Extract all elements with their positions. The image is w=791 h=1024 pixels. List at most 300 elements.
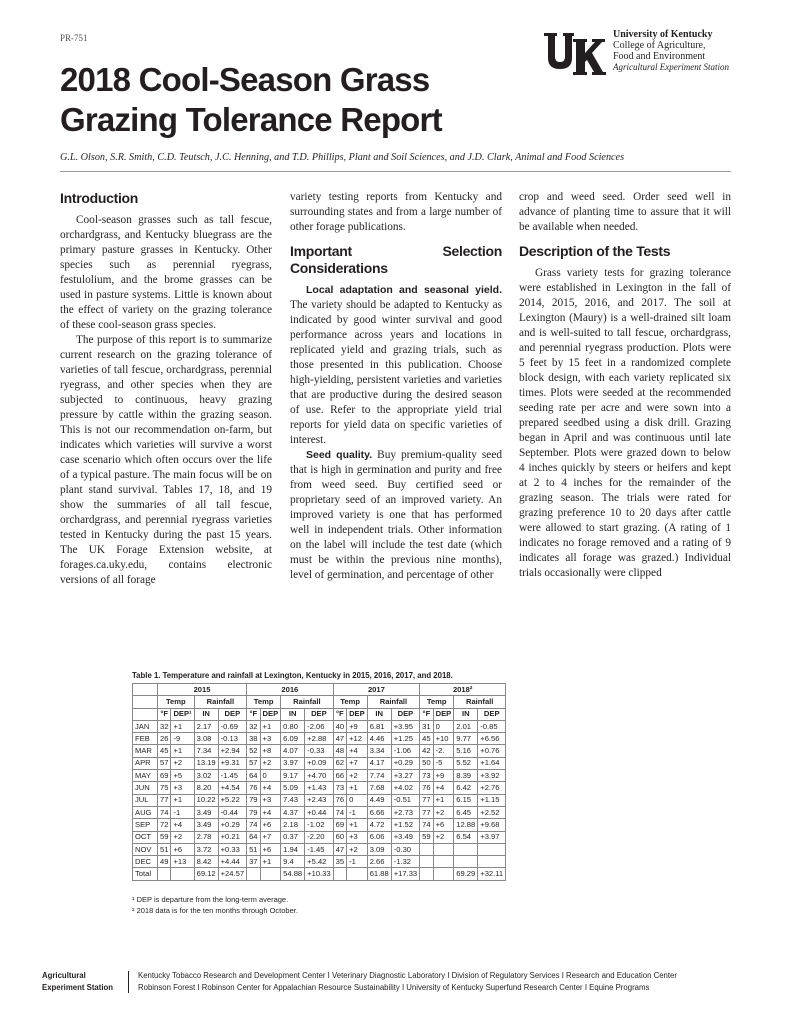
- value-cell: [347, 868, 368, 880]
- column-1: [60, 190, 272, 588]
- value-cell: +3.27: [391, 770, 419, 782]
- value-cell: 3.97: [281, 757, 305, 769]
- table-row: [133, 757, 506, 769]
- page-title: [60, 60, 442, 140]
- value-cell: 31: [420, 720, 433, 732]
- month-cell: SEP: [133, 819, 158, 831]
- value-cell: +4: [260, 782, 281, 794]
- value-cell: 13.19: [194, 757, 218, 769]
- value-cell: [478, 856, 506, 868]
- value-cell: 57: [247, 757, 260, 769]
- value-cell: +3: [260, 733, 281, 745]
- value-cell: 50: [420, 757, 433, 769]
- value-cell: [171, 868, 194, 880]
- value-cell: +6: [433, 819, 454, 831]
- value-cell: 3.09: [367, 843, 391, 855]
- value-cell: +3.97: [478, 831, 506, 843]
- month-cell: Total: [133, 868, 158, 880]
- value-cell: +24.57: [218, 868, 246, 880]
- value-cell: 66: [333, 770, 346, 782]
- value-cell: +0.44: [305, 806, 333, 818]
- value-cell: +1: [433, 794, 454, 806]
- value-cell: -0.51: [391, 794, 419, 806]
- value-cell: 6.42: [454, 782, 478, 794]
- tests-paragraph: Grass variety tests for grazing tolerance were established in Lexington in the fall of 2014, 2015, 2016, and 2017. The soil at Lexington (Maury) is a well-drained silt loam and is well-suited to tall fescue, orchardgrass, and perennial ryegrass production. Plots were 5 feet by 15 feet in a randomized complete block design, with each variety replicated six times. Plots were seeded at the recommended seeding rate per acre and were sown into a prepared seedbed using a disk drill. Grazing began in April and was continuous until late September. Plots were grazed down to below 4 inches quickly by steers or heifers and kept at 2 to 4 inches for the remainder of the grazing season. The trials were rated for grazing preference 10 to 20 days after cattle were allowed to start grazing. (A rating of 1 indicates no forage removed and a rating of 9 indicates all forage was grazed.) Individual trials occasionally were clipped: [519, 267, 731, 579]
- table-row: [133, 868, 506, 880]
- value-cell: 6.45: [454, 806, 478, 818]
- title-line-2: Grazing Tolerance Report: [60, 101, 442, 138]
- value-cell: 37: [247, 856, 260, 868]
- value-cell: +7: [347, 757, 368, 769]
- value-cell: +0.21: [218, 831, 246, 843]
- column-subheader: IN: [367, 708, 391, 720]
- value-cell: 0: [260, 770, 281, 782]
- value-cell: 77: [420, 794, 433, 806]
- value-cell: 38: [247, 733, 260, 745]
- month-cell: MAR: [133, 745, 158, 757]
- value-cell: 76: [247, 782, 260, 794]
- value-cell: -0.44: [218, 806, 246, 818]
- table-row: [133, 733, 506, 745]
- value-cell: 59: [420, 831, 433, 843]
- footer-divider: [128, 971, 129, 993]
- group-header: Rainfall: [367, 696, 419, 708]
- college-line-2: Food and Environment: [613, 51, 706, 62]
- local-adaptation-paragraph: [290, 283, 502, 448]
- month-cell: AUG: [133, 806, 158, 818]
- value-cell: 49: [158, 856, 171, 868]
- column-subheader: IN: [454, 708, 478, 720]
- intro-paragraph-1: Cool-season grasses such as tall fescue, orchardgrass, and Kentucky bluegrass are the primary pasture grasses in Kentucky. Other species such as perennial ryegrass, festulolium, and the brome grasses can be used in pasture systems. Little is known about the effect of variety on the grazing tolerance of these cool-season grass species.: [60, 214, 272, 331]
- value-cell: 79: [247, 806, 260, 818]
- value-cell: [420, 868, 433, 880]
- value-cell: 8.42: [194, 856, 218, 868]
- value-cell: 77: [158, 794, 171, 806]
- value-cell: +1.43: [305, 782, 333, 794]
- value-cell: 4.37: [281, 806, 305, 818]
- value-cell: +0.76: [478, 745, 506, 757]
- column-subheader: DEP: [218, 708, 246, 720]
- table-row: [133, 782, 506, 794]
- value-cell: 7.43: [281, 794, 305, 806]
- value-cell: -0.69: [218, 720, 246, 732]
- value-cell: 69: [333, 819, 346, 831]
- value-cell: +2: [347, 843, 368, 855]
- value-cell: 64: [247, 831, 260, 843]
- value-cell: 52: [247, 745, 260, 757]
- local-adaptation-text: The variety should be adapted to Kentucky as indicated by good winter survival and good performance across years and locations in replicated yield and grazing trials, such as those presented in this publication. Choose high-yielding, persistent varieties and varieties that are productive during the desired season of use. Refer to the appropriate yield trial reports for yield data on specific varieties of interest.: [290, 299, 502, 446]
- value-cell: +4: [171, 819, 194, 831]
- value-cell: 6.06: [367, 831, 391, 843]
- footnote-1: ¹ DEP is departure from the long-term average.: [132, 895, 289, 904]
- value-cell: -1.45: [218, 770, 246, 782]
- table-row: [133, 745, 506, 757]
- value-cell: 76: [333, 794, 346, 806]
- value-cell: +10.33: [305, 868, 333, 880]
- seed-quality-runin: Seed quality.: [306, 449, 373, 461]
- tests-heading: Description of the Tests: [519, 243, 671, 259]
- document-id: PR-751: [60, 33, 88, 43]
- value-cell: 4.72: [367, 819, 391, 831]
- value-cell: 4.46: [367, 733, 391, 745]
- value-cell: +1: [347, 819, 368, 831]
- seed-quality-paragraph: [290, 448, 502, 583]
- month-cell: NOV: [133, 843, 158, 855]
- footnote-2: ² 2018 data is for the ten months through October.: [132, 906, 298, 915]
- group-header: Temp: [247, 696, 281, 708]
- value-cell: 9.77: [454, 733, 478, 745]
- value-cell: 47: [333, 733, 346, 745]
- value-cell: -1.02: [305, 819, 333, 831]
- column-subheader: DEP: [433, 708, 454, 720]
- value-cell: 72: [158, 819, 171, 831]
- value-cell: 69: [158, 770, 171, 782]
- year-header: 2016: [247, 684, 334, 696]
- value-cell: +9: [433, 770, 454, 782]
- group-header: Temp: [158, 696, 195, 708]
- value-cell: 3.02: [194, 770, 218, 782]
- value-cell: 6.66: [367, 806, 391, 818]
- value-cell: +4: [260, 806, 281, 818]
- value-cell: 35: [333, 856, 346, 868]
- value-cell: 42: [420, 745, 433, 757]
- value-cell: +2.76: [478, 782, 506, 794]
- corner-cell: [133, 708, 158, 720]
- value-cell: -0.13: [218, 733, 246, 745]
- footer-station-label: [42, 970, 127, 994]
- value-cell: 59: [158, 831, 171, 843]
- value-cell: 79: [247, 794, 260, 806]
- group-header: Temp: [333, 696, 367, 708]
- value-cell: 60: [333, 831, 346, 843]
- column-subheader: DEP: [305, 708, 333, 720]
- group-header: Temp: [420, 696, 454, 708]
- year-header: 2017: [333, 684, 420, 696]
- corner-cell: [133, 696, 158, 708]
- value-cell: +1.15: [478, 794, 506, 806]
- value-cell: -5: [433, 757, 454, 769]
- value-cell: 3.34: [367, 745, 391, 757]
- value-cell: 2.66: [367, 856, 391, 868]
- value-cell: -2.20: [305, 831, 333, 843]
- selection-heading: Important Selection Considerations: [290, 243, 502, 276]
- value-cell: [433, 843, 454, 855]
- value-cell: 75: [158, 782, 171, 794]
- value-cell: [158, 868, 171, 880]
- institution-block: [613, 29, 729, 73]
- value-cell: +0.33: [218, 843, 246, 855]
- year-header-row: [133, 684, 506, 696]
- value-cell: [454, 856, 478, 868]
- value-cell: +8: [260, 745, 281, 757]
- value-cell: -1: [171, 806, 194, 818]
- value-cell: [433, 856, 454, 868]
- corner-cell: [133, 684, 158, 696]
- value-cell: 6.15: [454, 794, 478, 806]
- month-cell: APR: [133, 757, 158, 769]
- value-cell: 0: [347, 794, 368, 806]
- value-cell: 45: [420, 733, 433, 745]
- value-cell: 0: [433, 720, 454, 732]
- month-cell: FEB: [133, 733, 158, 745]
- value-cell: 2.17: [194, 720, 218, 732]
- value-cell: +0.29: [391, 757, 419, 769]
- value-cell: 7.34: [194, 745, 218, 757]
- month-cell: DEC: [133, 856, 158, 868]
- column-subheader: IN: [194, 708, 218, 720]
- intro-paragraph-2: The purpose of this report is to summarize current research on the grazing tolerance of varieties of tall fescue, orchardgrass, perennial ryegrass, and other species when they are subjected to continuous, heavy grazing pressure by cattle within the grazing season. This is not our recommendation on-farm, but indicates which varieties will survive a worst case scenario which often occurs over the life of a typical pasture. The main focus will be on plant stand survival. Tables 17, 18, and 19 show the summaries of all tall fescue, orchardgrass, and perennial ryegrass varieties tested in Kentucky during the past 15 years. The UK Forage Extension website, at forages.ca.uky.edu, contains electronic versions of all forage: [60, 334, 272, 586]
- col2-paragraph-0: variety testing reports from Kentucky and surrounding states and from a large number of other forage publications.: [290, 191, 502, 233]
- value-cell: +3: [260, 794, 281, 806]
- column-subheader: °F: [333, 708, 346, 720]
- value-cell: +2: [171, 831, 194, 843]
- value-cell: +3: [347, 831, 368, 843]
- value-cell: +1: [260, 720, 281, 732]
- value-cell: 8.20: [194, 782, 218, 794]
- uk-logo: [543, 31, 606, 77]
- value-cell: +2: [171, 757, 194, 769]
- value-cell: +3.49: [391, 831, 419, 843]
- month-cell: JAN: [133, 720, 158, 732]
- value-cell: 76: [420, 782, 433, 794]
- value-cell: 10.22: [194, 794, 218, 806]
- value-cell: 2.01: [454, 720, 478, 732]
- value-cell: +2.94: [218, 745, 246, 757]
- value-cell: +1.52: [391, 819, 419, 831]
- column-subheader: DEP¹: [171, 708, 194, 720]
- value-cell: 12.88: [454, 819, 478, 831]
- value-cell: [454, 843, 478, 855]
- value-cell: 7.68: [367, 782, 391, 794]
- value-cell: 2.18: [281, 819, 305, 831]
- value-cell: +1: [347, 782, 368, 794]
- value-cell: 6.81: [367, 720, 391, 732]
- introduction-heading: Introduction: [60, 190, 139, 206]
- value-cell: 4.07: [281, 745, 305, 757]
- column-subheader: DEP: [478, 708, 506, 720]
- value-cell: 73: [420, 770, 433, 782]
- value-cell: +5: [171, 770, 194, 782]
- value-cell: +9.31: [218, 757, 246, 769]
- table-caption: Table 1. Temperature and rainfall at Lexington, Kentucky in 2015, 2016, 2017, and 2018.: [132, 671, 453, 680]
- table-row: [133, 794, 506, 806]
- value-cell: +0.09: [305, 757, 333, 769]
- value-cell: 74: [158, 806, 171, 818]
- value-cell: 57: [158, 757, 171, 769]
- weather-table: [132, 683, 506, 881]
- university-name: University of Kentucky: [613, 29, 713, 40]
- value-cell: 62: [333, 757, 346, 769]
- value-cell: 5.16: [454, 745, 478, 757]
- value-cell: 61.88: [367, 868, 391, 880]
- value-cell: 74: [333, 806, 346, 818]
- value-cell: +2: [433, 831, 454, 843]
- value-cell: 47: [333, 843, 346, 855]
- value-cell: +4.54: [218, 782, 246, 794]
- column-subheader: °F: [158, 708, 171, 720]
- value-cell: +6: [260, 819, 281, 831]
- value-cell: 32: [247, 720, 260, 732]
- year-header: 2018²: [420, 684, 506, 696]
- value-cell: +5.22: [218, 794, 246, 806]
- value-cell: +5.42: [305, 856, 333, 868]
- value-cell: +4: [433, 782, 454, 794]
- footer-label-line-1: Agricultural: [42, 971, 86, 980]
- value-cell: +9.68: [478, 819, 506, 831]
- footer-units-line-2: Robinson Forest I Robinson Center for Appalachian Resource Sustainability I University of Kentucky Superfund Research Center I Equine Programs: [138, 983, 650, 992]
- table-row: [133, 856, 506, 868]
- value-cell: 1.94: [281, 843, 305, 855]
- value-cell: 26: [158, 733, 171, 745]
- value-cell: 77: [420, 806, 433, 818]
- value-cell: 64: [247, 770, 260, 782]
- footer-label-line-2: Experiment Station: [42, 983, 114, 992]
- value-cell: +6: [171, 843, 194, 855]
- value-cell: 9.4: [281, 856, 305, 868]
- value-cell: [247, 868, 260, 880]
- value-cell: +2.52: [478, 806, 506, 818]
- value-cell: +4: [347, 745, 368, 757]
- value-cell: 48: [333, 745, 346, 757]
- value-cell: [260, 868, 281, 880]
- value-cell: +4.02: [391, 782, 419, 794]
- seed-quality-text: Buy premium-quality seed that is high in germination and purity and free from weed seed. Buy certified seed or proprietary seed of an improved variety. An improved variety is one that has performed well in independent trials. Other information on the label will include the test date (which must be within the previous nine months), level of germination, and percentage of other: [290, 449, 502, 581]
- value-cell: +4.70: [305, 770, 333, 782]
- value-cell: -2.: [433, 745, 454, 757]
- value-cell: 3.08: [194, 733, 218, 745]
- value-cell: 32: [158, 720, 171, 732]
- value-cell: [478, 843, 506, 855]
- group-header-row: [133, 696, 506, 708]
- value-cell: +1: [260, 856, 281, 868]
- month-cell: JUL: [133, 794, 158, 806]
- group-header: Rainfall: [281, 696, 333, 708]
- footer-units-line-1: Kentucky Tobacco Research and Development Center I Veterinary Diagnostic Laboratory I Division of Regulatory Services I Research and Education Center: [138, 971, 677, 980]
- value-cell: 5.52: [454, 757, 478, 769]
- value-cell: 5.09: [281, 782, 305, 794]
- value-cell: 0.37: [281, 831, 305, 843]
- header-divider: [60, 171, 731, 172]
- month-cell: OCT: [133, 831, 158, 843]
- value-cell: 8.39: [454, 770, 478, 782]
- group-header: Rainfall: [454, 696, 506, 708]
- col3-paragraph-0: crop and weed seed. Order seed well in advance of planting time to assure that it will be available when needed.: [519, 191, 731, 233]
- value-cell: 3.49: [194, 819, 218, 831]
- value-cell: 69.12: [194, 868, 218, 880]
- table-row: [133, 831, 506, 843]
- value-cell: -2.06: [305, 720, 333, 732]
- value-cell: 51: [158, 843, 171, 855]
- value-cell: +13: [171, 856, 194, 868]
- title-line-1: 2018 Cool-Season Grass: [60, 61, 430, 98]
- value-cell: -1.06: [391, 745, 419, 757]
- value-cell: 74: [420, 819, 433, 831]
- value-cell: 74: [247, 819, 260, 831]
- value-cell: +6: [260, 843, 281, 855]
- value-cell: 6.09: [281, 733, 305, 745]
- value-cell: +6.56: [478, 733, 506, 745]
- value-cell: +4.44: [218, 856, 246, 868]
- value-cell: -9: [171, 733, 194, 745]
- column-subheader: °F: [420, 708, 433, 720]
- table-body: [133, 720, 506, 880]
- column-subheader: °F: [247, 708, 260, 720]
- value-cell: +2.88: [305, 733, 333, 745]
- footer-units: [138, 970, 791, 994]
- local-adaptation-runin: Local adaptation and seasonal yield.: [306, 284, 502, 296]
- value-cell: -1: [347, 856, 368, 868]
- value-cell: 51: [247, 843, 260, 855]
- subheader-row: [133, 708, 506, 720]
- value-cell: +0.29: [218, 819, 246, 831]
- value-cell: -0.85: [478, 720, 506, 732]
- value-cell: +2: [347, 770, 368, 782]
- value-cell: [333, 868, 346, 880]
- value-cell: 40: [333, 720, 346, 732]
- table-row: [133, 806, 506, 818]
- college-line-1: College of Agriculture,: [613, 40, 706, 51]
- value-cell: 73: [333, 782, 346, 794]
- column-subheader: IN: [281, 708, 305, 720]
- value-cell: +3: [171, 782, 194, 794]
- value-cell: 0.80: [281, 720, 305, 732]
- table-row: [133, 720, 506, 732]
- column-subheader: DEP: [391, 708, 419, 720]
- value-cell: +1: [171, 745, 194, 757]
- value-cell: 4.17: [367, 757, 391, 769]
- value-cell: +1.25: [391, 733, 419, 745]
- value-cell: 7.74: [367, 770, 391, 782]
- value-cell: 54.88: [281, 868, 305, 880]
- author-line: G.L. Olson, S.R. Smith, C.D. Teutsch, J.C. Henning, and T.D. Phillips, Plant and Soil Sciences, and J.D. Clark, Animal and Food Sciences: [60, 152, 625, 163]
- value-cell: +2.43: [305, 794, 333, 806]
- value-cell: +17.33: [391, 868, 419, 880]
- value-cell: +1: [171, 720, 194, 732]
- value-cell: 3.72: [194, 843, 218, 855]
- column-2: [290, 190, 502, 583]
- value-cell: +12: [347, 733, 368, 745]
- value-cell: +2.73: [391, 806, 419, 818]
- value-cell: +10: [433, 733, 454, 745]
- value-cell: 9.17: [281, 770, 305, 782]
- value-cell: 45: [158, 745, 171, 757]
- value-cell: 4.49: [367, 794, 391, 806]
- value-cell: [420, 856, 433, 868]
- month-cell: MAY: [133, 770, 158, 782]
- value-cell: +3.95: [391, 720, 419, 732]
- station-name: Agricultural Experiment Station: [613, 62, 729, 72]
- group-header: Rainfall: [194, 696, 246, 708]
- value-cell: -1.45: [305, 843, 333, 855]
- value-cell: +7: [260, 831, 281, 843]
- value-cell: +2: [433, 806, 454, 818]
- column-subheader: DEP: [347, 708, 368, 720]
- value-cell: 69.29: [454, 868, 478, 880]
- year-header: 2015: [158, 684, 247, 696]
- value-cell: -1: [347, 806, 368, 818]
- value-cell: +3.92: [478, 770, 506, 782]
- column-subheader: DEP: [260, 708, 281, 720]
- value-cell: -0.33: [305, 745, 333, 757]
- table-row: [133, 770, 506, 782]
- value-cell: -1.32: [391, 856, 419, 868]
- value-cell: +1.64: [478, 757, 506, 769]
- value-cell: +9: [347, 720, 368, 732]
- column-3: [519, 190, 731, 581]
- value-cell: +1: [171, 794, 194, 806]
- value-cell: [433, 868, 454, 880]
- value-cell: [420, 843, 433, 855]
